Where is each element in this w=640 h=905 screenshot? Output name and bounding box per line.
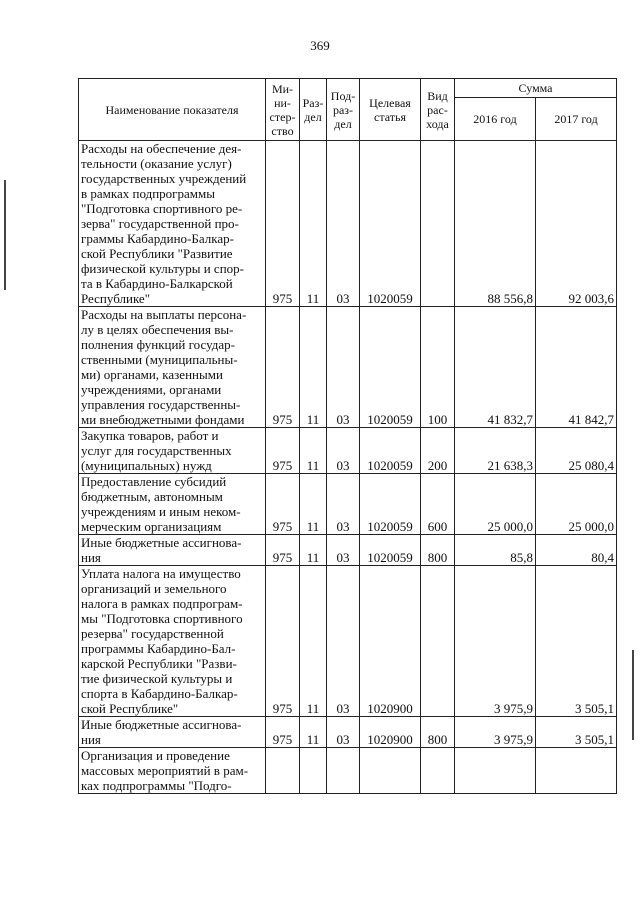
row-section: 11 <box>300 717 327 748</box>
header-expense-type-text: Вид рас- хода <box>426 88 449 131</box>
row-section: 11 <box>300 535 327 566</box>
row-target: 1020059 <box>360 535 421 566</box>
header-subsection <box>327 79 360 141</box>
table-row <box>79 307 617 428</box>
row-name: Расходы на выплаты персона- лу в целях обеспечения вы- полнения функций государ- ственными (муниципальны- ми) органами, казенными учреждениями, органами управления государственны- ми внебюджетными фондами <box>79 307 266 428</box>
row-target <box>360 748 421 794</box>
row-ministry: 975 <box>266 428 300 474</box>
row-amount-2017: 3 505,1 <box>536 717 617 748</box>
header-year-2016: 2016 год <box>455 98 536 141</box>
row-target: 1020059 <box>360 428 421 474</box>
table-row <box>79 717 617 748</box>
row-name: Иные бюджетные ассигнова- ния <box>79 717 266 748</box>
header-target <box>360 79 421 141</box>
row-expense-type: 600 <box>421 474 455 535</box>
row-expense-type <box>421 566 455 717</box>
row-amount-2016: 21 638,3 <box>455 428 536 474</box>
row-expense-type: 100 <box>421 307 455 428</box>
row-amount-2017 <box>536 748 617 794</box>
row-section: 11 <box>300 428 327 474</box>
row-expense-type: 200 <box>421 428 455 474</box>
row-ministry: 975 <box>266 566 300 717</box>
row-amount-2017: 25 000,0 <box>536 474 617 535</box>
header-ministry-text: Ми- ни- стер- ство <box>269 81 296 138</box>
row-subsection: 03 <box>327 717 360 748</box>
table-row <box>79 141 617 307</box>
row-target: 1020059 <box>360 474 421 535</box>
header-sum: Сумма <box>455 79 617 98</box>
left-margin-mark <box>4 180 6 290</box>
header-target-text: Целевая статья <box>369 95 411 124</box>
row-subsection: 03 <box>327 474 360 535</box>
page-number: 369 <box>310 38 330 53</box>
row-name: Расходы на обеспечение дея- тельности (оказание услуг) государственных учреждений в рамках подпрограммы "Подготовка спортивного ре- зерва" государственной про- граммы Кабардино-Балкар- ской Республики "Развитие физической культуры и спор- та в Кабардино-Балкарской Республике" <box>79 141 266 307</box>
row-ministry: 975 <box>266 535 300 566</box>
row-amount-2017: 3 505,1 <box>536 566 617 717</box>
row-section <box>300 748 327 794</box>
row-amount-2016 <box>455 748 536 794</box>
row-amount-2017: 25 080,4 <box>536 428 617 474</box>
row-amount-2016: 3 975,9 <box>455 717 536 748</box>
row-expense-type: 800 <box>421 535 455 566</box>
budget-table <box>78 78 617 794</box>
row-subsection: 03 <box>327 428 360 474</box>
table-row <box>79 428 617 474</box>
row-target: 1020059 <box>360 307 421 428</box>
row-name: Уплата налога на имущество организаций и земельного налога в рамках подпрограм- мы "Подготовка спортивного резерва" государственной программы Кабардино-Бал- карской Республики "Разви- тие физической культуры и спорта в Кабардино-Балкар- ской Республике" <box>79 566 266 717</box>
row-name: Предоставление субсидий бюджетным, автономным учреждениям и иным неком- мерческим организациям <box>79 474 266 535</box>
row-subsection: 03 <box>327 566 360 717</box>
table-row <box>79 748 617 794</box>
row-section: 11 <box>300 566 327 717</box>
header-year-2017: 2017 год <box>536 98 617 141</box>
row-subsection: 03 <box>327 141 360 307</box>
table-row <box>79 474 617 535</box>
right-margin-mark <box>632 650 634 740</box>
row-target: 1020900 <box>360 566 421 717</box>
header-section <box>300 79 327 141</box>
row-amount-2016: 25 000,0 <box>455 474 536 535</box>
row-expense-type: 800 <box>421 717 455 748</box>
header-section-text: Раз- дел <box>302 95 324 124</box>
row-target: 1020059 <box>360 141 421 307</box>
row-amount-2016: 41 832,7 <box>455 307 536 428</box>
row-subsection: 03 <box>327 535 360 566</box>
row-amount-2016: 88 556,8 <box>455 141 536 307</box>
row-name: Закупка товаров, работ и услуг для государственных (муниципальных) нужд <box>79 428 266 474</box>
header-expense-type <box>421 79 455 141</box>
row-target: 1020900 <box>360 717 421 748</box>
header-subsection-text: Под- раз- дел <box>330 88 356 131</box>
row-ministry: 975 <box>266 717 300 748</box>
row-expense-type <box>421 141 455 307</box>
row-amount-2017: 41 842,7 <box>536 307 617 428</box>
row-section: 11 <box>300 307 327 428</box>
row-ministry: 975 <box>266 307 300 428</box>
row-ministry: 975 <box>266 141 300 307</box>
row-subsection: 03 <box>327 307 360 428</box>
header-ministry <box>266 79 300 141</box>
row-amount-2016: 85,8 <box>455 535 536 566</box>
row-amount-2016: 3 975,9 <box>455 566 536 717</box>
row-amount-2017: 92 003,6 <box>536 141 617 307</box>
row-section: 11 <box>300 141 327 307</box>
table-row <box>79 566 617 717</box>
row-ministry: 975 <box>266 474 300 535</box>
row-amount-2017: 80,4 <box>536 535 617 566</box>
row-name: Организация и проведение массовых мероприятий в рам- ках подпрограммы "Подго- <box>79 748 266 794</box>
row-ministry <box>266 748 300 794</box>
row-subsection <box>327 748 360 794</box>
table-row <box>79 535 617 566</box>
row-section: 11 <box>300 474 327 535</box>
row-name: Иные бюджетные ассигнова- ния <box>79 535 266 566</box>
header-name: Наименование показателя <box>79 79 266 141</box>
row-expense-type <box>421 748 455 794</box>
